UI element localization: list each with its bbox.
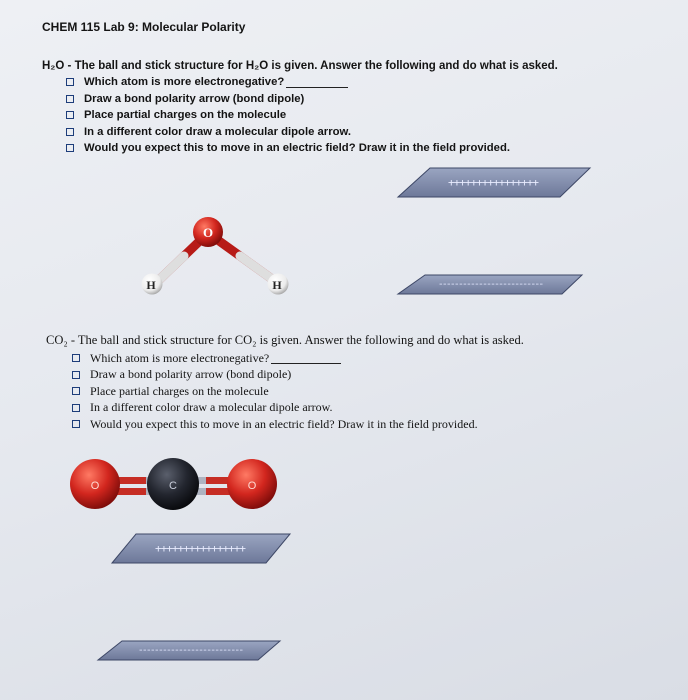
list-item: Place partial charges on the molecule [66,107,558,124]
atom-label: O [247,480,257,492]
list-item: In a different color draw a molecular dipole arrow. [66,124,558,141]
list-item: Which atom is more electronegative? [72,350,524,367]
co2-intro: CO₂ - The ball and stick structure for CO₂ is given. Answer the following and do what is asked. [46,333,524,347]
positive-charge-label: ++++++++++++++++ [155,542,245,555]
h2o-negative-plate[interactable] [398,275,582,294]
atom-label: C [169,480,177,492]
negative-charge-label: -------------------------- [437,279,543,290]
atom-label: H [272,278,282,292]
atom-label: O [202,225,214,240]
list-item: Draw a bond polarity arrow (bond dipole) [72,367,524,384]
list-item: Draw a bond polarity arrow (bond dipole) [66,91,558,108]
page-title: CHEM 115 Lab 9: Molecular Polarity [42,20,246,34]
h2o-positive-plate[interactable] [398,168,590,197]
bond-h-right-half [240,256,272,279]
list-item: Would you expect this to move in an electric field? Draw it in the field provided. [72,416,524,433]
atom-label: O [90,480,100,492]
h2o-molecule [142,217,289,295]
list-item: Which atom is more electronegative? [66,74,558,91]
atom-label: H [146,278,156,292]
co2-negative-plate[interactable] [98,641,280,660]
co2-molecule [70,458,277,510]
list-item: In a different color draw a molecular dipole arrow. [72,400,524,417]
h2o-intro: H₂O - The ball and stick structure for H₂O is given. Answer the following and do what is asked. [42,60,558,72]
negative-charge-label: -------------------------- [137,645,243,656]
bond-h-left-half [160,256,184,279]
positive-charge-label: ++++++++++++++++ [448,176,538,189]
list-item: Would you expect this to move in an electric field? Draw it in the field provided. [66,140,558,157]
list-item: Place partial charges on the molecule [72,383,524,400]
co2-positive-plate[interactable] [112,534,290,563]
